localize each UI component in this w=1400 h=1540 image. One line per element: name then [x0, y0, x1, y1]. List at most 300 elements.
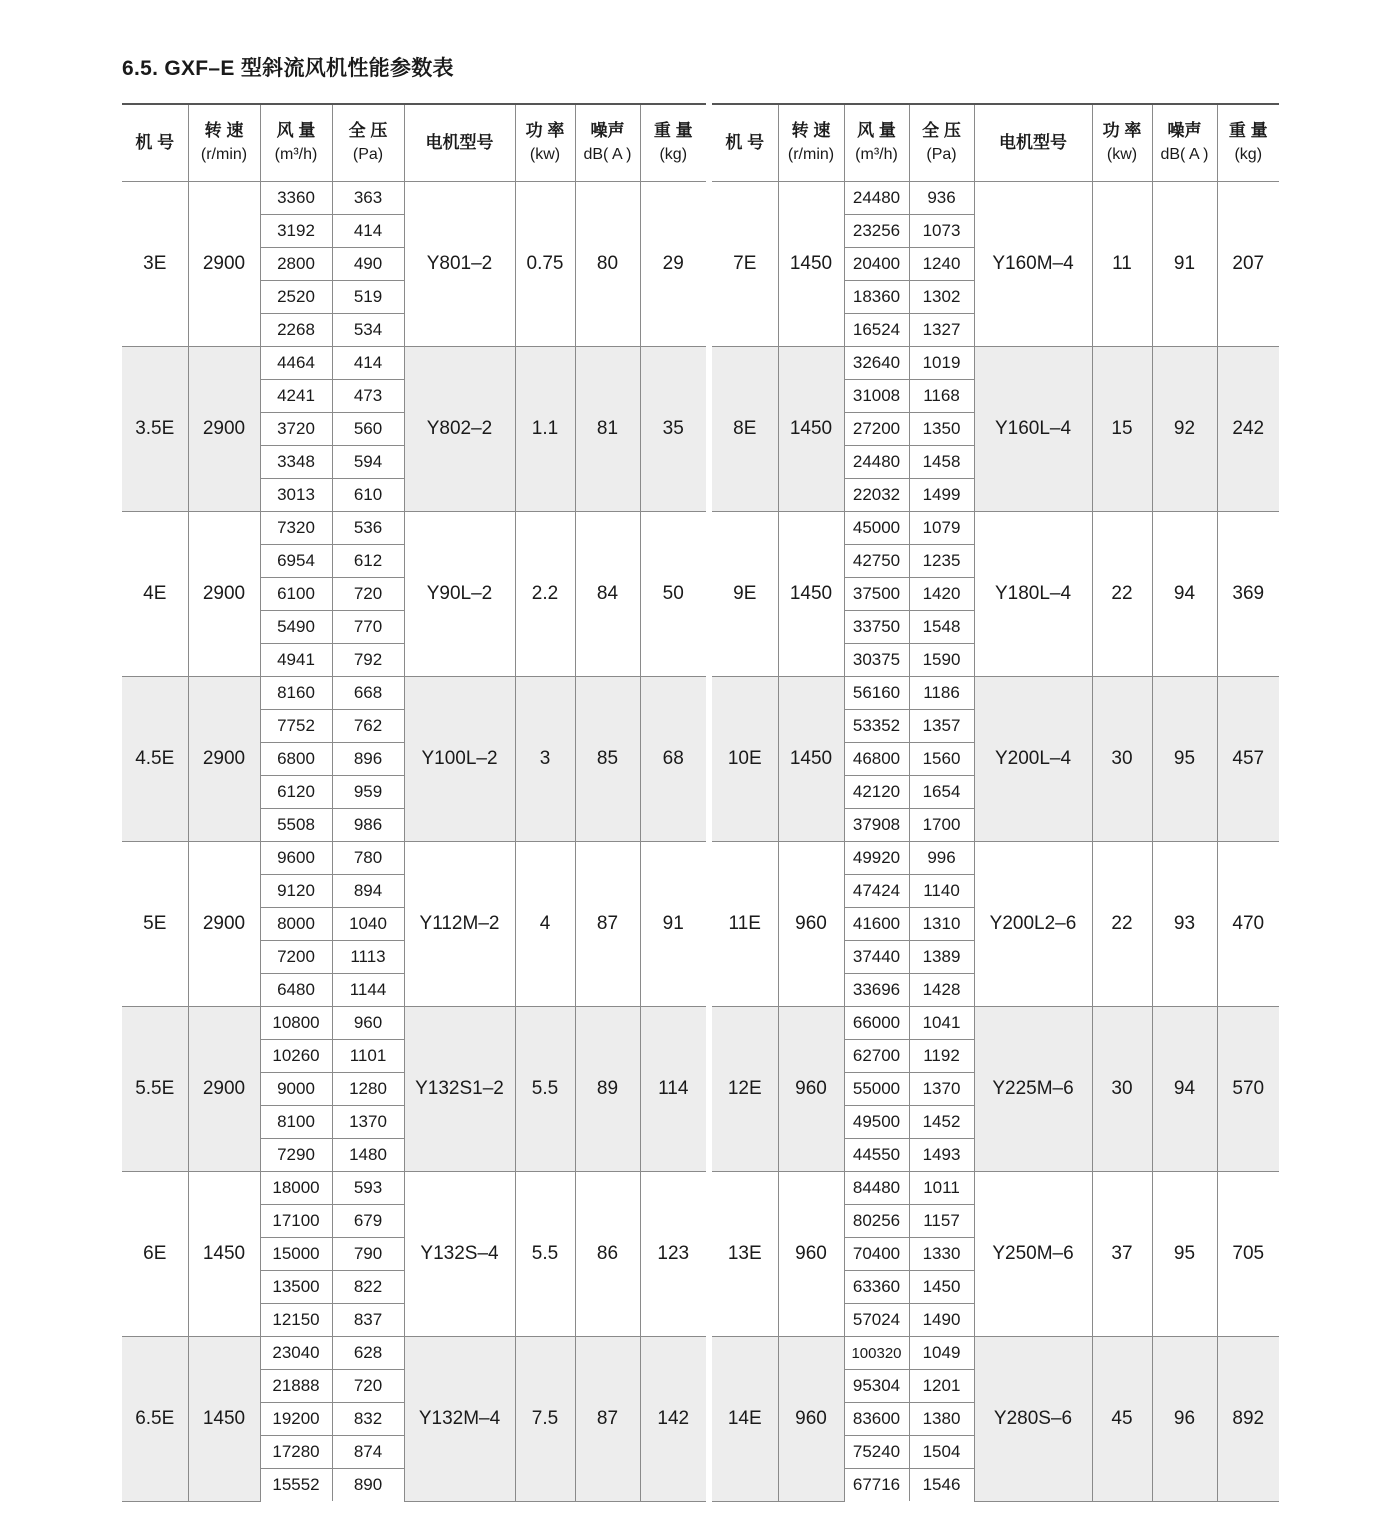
flow-cell: 4941 [260, 644, 332, 677]
noise-cell: 95 [1152, 1172, 1217, 1337]
pressure-cell: 1330 [909, 1238, 974, 1271]
flow-cell: 2268 [260, 314, 332, 347]
flow-cell: 32640 [844, 347, 909, 380]
header-flow-unit: (m³/h) [274, 146, 318, 163]
speed-cell: 960 [778, 1172, 844, 1337]
header-pressure-unit: (Pa) [926, 146, 957, 163]
flow-cell: 7752 [260, 710, 332, 743]
pressure-cell: 473 [332, 380, 404, 413]
header-pressure-label: 全 压 [348, 121, 388, 140]
motor-cell: Y200L–4 [974, 677, 1092, 842]
header-noise [1152, 105, 1217, 182]
weight-cell: 50 [640, 512, 706, 677]
header-row [122, 105, 706, 182]
flow-cell: 7290 [260, 1139, 332, 1172]
table-row [122, 347, 706, 380]
motor-cell: Y90L–2 [404, 512, 515, 677]
flow-cell: 24480 [844, 182, 909, 215]
flow-cell: 37440 [844, 941, 909, 974]
pressure-cell: 414 [332, 215, 404, 248]
header-speed-unit: (r/min) [787, 146, 835, 163]
noise-cell: 87 [575, 1337, 640, 1502]
weight-cell: 35 [640, 347, 706, 512]
model-group [712, 1337, 1279, 1502]
speed-cell: 960 [778, 1007, 844, 1172]
pressure-cell: 792 [332, 644, 404, 677]
weight-cell: 29 [640, 182, 706, 347]
pressure-cell: 1040 [332, 908, 404, 941]
pressure-cell: 560 [332, 413, 404, 446]
flow-cell: 46800 [844, 743, 909, 776]
pressure-cell: 1073 [909, 215, 974, 248]
motor-cell: Y100L–2 [404, 677, 515, 842]
pressure-cell: 780 [332, 842, 404, 875]
pressure-cell: 1144 [332, 974, 404, 1007]
flow-cell: 8100 [260, 1106, 332, 1139]
header-motor [404, 105, 515, 182]
flow-cell: 23040 [260, 1337, 332, 1370]
table-row [122, 1172, 706, 1205]
speed-cell: 1450 [778, 347, 844, 512]
motor-cell: Y132M–4 [404, 1337, 515, 1502]
flow-cell: 95304 [844, 1370, 909, 1403]
model-group [122, 182, 706, 347]
pressure-cell: 1011 [909, 1172, 974, 1205]
flow-cell: 37500 [844, 578, 909, 611]
speed-cell: 1450 [778, 677, 844, 842]
flow-cell: 56160 [844, 677, 909, 710]
pressure-cell: 1310 [909, 908, 974, 941]
weight-cell: 207 [1217, 182, 1279, 347]
flow-cell: 31008 [844, 380, 909, 413]
weight-cell: 457 [1217, 677, 1279, 842]
noise-cell: 94 [1152, 512, 1217, 677]
speed-cell: 2900 [188, 512, 260, 677]
performance-table [122, 103, 1279, 1496]
speed-cell: 2900 [188, 182, 260, 347]
pressure-cell: 1389 [909, 941, 974, 974]
model-group [122, 677, 706, 842]
weight-cell: 142 [640, 1337, 706, 1502]
table-header [122, 105, 706, 182]
noise-cell: 87 [575, 842, 640, 1007]
model-cell: 5E [122, 842, 188, 1007]
pressure-cell: 519 [332, 281, 404, 314]
header-noise-unit: dB( A ) [583, 146, 632, 163]
model-cell: 14E [712, 1337, 778, 1502]
model-group [122, 1337, 706, 1502]
flow-cell: 18360 [844, 281, 909, 314]
pressure-cell: 790 [332, 1238, 404, 1271]
flow-cell: 80256 [844, 1205, 909, 1238]
model-cell: 9E [712, 512, 778, 677]
flow-cell: 24480 [844, 446, 909, 479]
header-weight-unit: (kg) [1234, 146, 1263, 163]
flow-cell: 12150 [260, 1304, 332, 1337]
weight-cell: 114 [640, 1007, 706, 1172]
weight-cell: 242 [1217, 347, 1279, 512]
motor-cell: Y160L–4 [974, 347, 1092, 512]
flow-cell: 17280 [260, 1436, 332, 1469]
model-group [122, 512, 706, 677]
motor-cell: Y250M–6 [974, 1172, 1092, 1337]
header-speed-label: 转 速 [791, 121, 831, 140]
noise-cell: 94 [1152, 1007, 1217, 1172]
pressure-cell: 593 [332, 1172, 404, 1205]
table-row [122, 512, 706, 545]
pressure-cell: 1113 [332, 941, 404, 974]
pressure-cell: 1019 [909, 347, 974, 380]
flow-cell: 17100 [260, 1205, 332, 1238]
speed-cell: 1450 [188, 1172, 260, 1337]
flow-cell: 63360 [844, 1271, 909, 1304]
pressure-cell: 1420 [909, 578, 974, 611]
header-row [712, 105, 1279, 182]
right-table [712, 105, 1279, 1502]
model-cell: 3E [122, 182, 188, 347]
pressure-cell: 770 [332, 611, 404, 644]
pressure-cell: 414 [332, 347, 404, 380]
flow-cell: 8160 [260, 677, 332, 710]
speed-cell: 1450 [188, 1337, 260, 1502]
model-group [712, 1007, 1279, 1172]
model-cell: 6E [122, 1172, 188, 1337]
header-motor [974, 105, 1092, 182]
pressure-cell: 1357 [909, 710, 974, 743]
motor-cell: Y112M–2 [404, 842, 515, 1007]
pressure-cell: 720 [332, 578, 404, 611]
header-speed [188, 105, 260, 182]
pressure-cell: 1548 [909, 611, 974, 644]
header-motor-label: 电机型号 [999, 133, 1067, 152]
flow-cell: 3013 [260, 479, 332, 512]
pressure-cell: 762 [332, 710, 404, 743]
flow-cell: 27200 [844, 413, 909, 446]
model-group [712, 677, 1279, 842]
power-cell: 0.75 [515, 182, 575, 347]
header-flow [844, 105, 909, 182]
page-title: 6.5. GXF–E 型斜流风机性能参数表 [122, 57, 454, 80]
flow-cell: 100320 [844, 1337, 909, 1370]
header-weight [1217, 105, 1279, 182]
header-speed-label: 转 速 [204, 121, 244, 140]
model-group [712, 182, 1279, 347]
pressure-cell: 1450 [909, 1271, 974, 1304]
pressure-cell: 1302 [909, 281, 974, 314]
pressure-cell: 1327 [909, 314, 974, 347]
pressure-cell: 1235 [909, 545, 974, 578]
pressure-cell: 986 [332, 809, 404, 842]
pressure-cell: 1186 [909, 677, 974, 710]
weight-cell: 892 [1217, 1337, 1279, 1502]
speed-cell: 2900 [188, 842, 260, 1007]
power-cell: 30 [1092, 677, 1152, 842]
model-group [712, 347, 1279, 512]
flow-cell: 42120 [844, 776, 909, 809]
flow-cell: 75240 [844, 1436, 909, 1469]
weight-cell: 68 [640, 677, 706, 842]
table-row [712, 182, 1279, 215]
speed-cell: 2900 [188, 347, 260, 512]
power-cell: 5.5 [515, 1007, 575, 1172]
pressure-cell: 1490 [909, 1304, 974, 1337]
pressure-cell: 896 [332, 743, 404, 776]
pressure-cell: 837 [332, 1304, 404, 1337]
flow-cell: 3192 [260, 215, 332, 248]
flow-cell: 2520 [260, 281, 332, 314]
flow-cell: 9120 [260, 875, 332, 908]
table-row [122, 1007, 706, 1040]
header-pressure [332, 105, 404, 182]
flow-cell: 4241 [260, 380, 332, 413]
header-model-label: 机 号 [135, 133, 175, 152]
noise-cell: 84 [575, 512, 640, 677]
header-flow-label: 风 量 [276, 121, 316, 140]
pressure-cell: 534 [332, 314, 404, 347]
header-flow-unit: (m³/h) [855, 146, 898, 163]
flow-cell: 19200 [260, 1403, 332, 1436]
flow-cell: 53352 [844, 710, 909, 743]
power-cell: 15 [1092, 347, 1152, 512]
header-power [515, 105, 575, 182]
noise-cell: 96 [1152, 1337, 1217, 1502]
header-model-label: 机 号 [725, 133, 765, 152]
pressure-cell: 894 [332, 875, 404, 908]
power-cell: 11 [1092, 182, 1152, 347]
flow-cell: 49920 [844, 842, 909, 875]
weight-cell: 91 [640, 842, 706, 1007]
pressure-cell: 890 [332, 1469, 404, 1502]
motor-cell: Y200L2–6 [974, 842, 1092, 1007]
motor-cell: Y802–2 [404, 347, 515, 512]
pressure-cell: 1140 [909, 875, 974, 908]
model-cell: 5.5E [122, 1007, 188, 1172]
header-power-unit: (kw) [529, 146, 561, 163]
header-weight [640, 105, 706, 182]
model-cell: 11E [712, 842, 778, 1007]
flow-cell: 6100 [260, 578, 332, 611]
table-row [712, 677, 1279, 710]
flow-cell: 23256 [844, 215, 909, 248]
weight-cell: 369 [1217, 512, 1279, 677]
pressure-cell: 1350 [909, 413, 974, 446]
power-cell: 7.5 [515, 1337, 575, 1502]
flow-cell: 22032 [844, 479, 909, 512]
table-row [712, 842, 1279, 875]
header-weight-unit: (kg) [659, 146, 688, 163]
flow-cell: 44550 [844, 1139, 909, 1172]
motor-cell: Y160M–4 [974, 182, 1092, 347]
pressure-cell: 1560 [909, 743, 974, 776]
model-group [122, 347, 706, 512]
pressure-cell: 1428 [909, 974, 974, 1007]
pressure-cell: 959 [332, 776, 404, 809]
pressure-cell: 1480 [332, 1139, 404, 1172]
pressure-cell: 1041 [909, 1007, 974, 1040]
flow-cell: 6480 [260, 974, 332, 1007]
power-cell: 22 [1092, 512, 1152, 677]
flow-cell: 47424 [844, 875, 909, 908]
pressure-cell: 1079 [909, 512, 974, 545]
speed-cell: 2900 [188, 1007, 260, 1172]
flow-cell: 30375 [844, 644, 909, 677]
flow-cell: 70400 [844, 1238, 909, 1271]
motor-cell: Y280S–6 [974, 1337, 1092, 1502]
header-power-label: 功 率 [1102, 121, 1142, 140]
motor-cell: Y132S1–2 [404, 1007, 515, 1172]
weight-cell: 470 [1217, 842, 1279, 1007]
pressure-cell: 1452 [909, 1106, 974, 1139]
flow-cell: 21888 [260, 1370, 332, 1403]
motor-cell: Y132S–4 [404, 1172, 515, 1337]
model-cell: 3.5E [122, 347, 188, 512]
weight-cell: 123 [640, 1172, 706, 1337]
pressure-cell: 1493 [909, 1139, 974, 1172]
power-cell: 1.1 [515, 347, 575, 512]
header-model [712, 105, 778, 182]
model-group [712, 1172, 1279, 1337]
flow-cell: 55000 [844, 1073, 909, 1106]
flow-cell: 15000 [260, 1238, 332, 1271]
flow-cell: 10800 [260, 1007, 332, 1040]
pressure-cell: 996 [909, 842, 974, 875]
flow-cell: 7320 [260, 512, 332, 545]
flow-cell: 13500 [260, 1271, 332, 1304]
noise-cell: 92 [1152, 347, 1217, 512]
table-row [712, 512, 1279, 545]
flow-cell: 9600 [260, 842, 332, 875]
model-group [712, 842, 1279, 1007]
pressure-cell: 612 [332, 545, 404, 578]
left-table [122, 105, 706, 1502]
model-group [712, 512, 1279, 677]
pressure-cell: 668 [332, 677, 404, 710]
model-cell: 4.5E [122, 677, 188, 842]
pressure-cell: 594 [332, 446, 404, 479]
speed-cell: 960 [778, 1337, 844, 1502]
pressure-cell: 490 [332, 248, 404, 281]
header-noise-label: 噪声 [590, 121, 625, 140]
model-group [122, 1007, 706, 1172]
table-header [712, 105, 1279, 182]
flow-cell: 5490 [260, 611, 332, 644]
pressure-cell: 1157 [909, 1205, 974, 1238]
flow-cell: 83600 [844, 1403, 909, 1436]
power-cell: 2.2 [515, 512, 575, 677]
motor-cell: Y225M–6 [974, 1007, 1092, 1172]
pressure-cell: 1370 [909, 1073, 974, 1106]
flow-cell: 3360 [260, 182, 332, 215]
pressure-cell: 1201 [909, 1370, 974, 1403]
flow-cell: 84480 [844, 1172, 909, 1205]
pressure-cell: 1700 [909, 809, 974, 842]
header-weight-label: 重 量 [653, 121, 693, 140]
table-row [712, 1007, 1279, 1040]
noise-cell: 85 [575, 677, 640, 842]
model-cell: 10E [712, 677, 778, 842]
noise-cell: 80 [575, 182, 640, 347]
motor-cell: Y180L–4 [974, 512, 1092, 677]
pressure-cell: 1590 [909, 644, 974, 677]
weight-cell: 570 [1217, 1007, 1279, 1172]
model-cell: 8E [712, 347, 778, 512]
noise-cell: 91 [1152, 182, 1217, 347]
model-group [122, 1172, 706, 1337]
noise-cell: 89 [575, 1007, 640, 1172]
header-power-label: 功 率 [525, 121, 565, 140]
flow-cell: 3348 [260, 446, 332, 479]
pressure-cell: 720 [332, 1370, 404, 1403]
table-left-half [122, 103, 706, 1496]
table-row [712, 1337, 1279, 1370]
power-cell: 37 [1092, 1172, 1152, 1337]
flow-cell: 6800 [260, 743, 332, 776]
pressure-cell: 1499 [909, 479, 974, 512]
flow-cell: 67716 [844, 1469, 909, 1502]
flow-cell: 18000 [260, 1172, 332, 1205]
pressure-cell: 628 [332, 1337, 404, 1370]
flow-cell: 3720 [260, 413, 332, 446]
table-row [122, 182, 706, 215]
pressure-cell: 1546 [909, 1469, 974, 1502]
pressure-cell: 832 [332, 1403, 404, 1436]
flow-cell: 62700 [844, 1040, 909, 1073]
flow-cell: 8000 [260, 908, 332, 941]
pressure-cell: 1049 [909, 1337, 974, 1370]
header-flow-label: 风 量 [857, 121, 896, 140]
header-weight-label: 重 量 [1228, 121, 1268, 140]
noise-cell: 81 [575, 347, 640, 512]
power-cell: 30 [1092, 1007, 1152, 1172]
noise-cell: 93 [1152, 842, 1217, 1007]
power-cell: 45 [1092, 1337, 1152, 1502]
speed-cell: 960 [778, 842, 844, 1007]
pressure-cell: 1280 [332, 1073, 404, 1106]
pressure-cell: 1101 [332, 1040, 404, 1073]
speed-cell: 1450 [778, 182, 844, 347]
model-cell: 12E [712, 1007, 778, 1172]
header-power [1092, 105, 1152, 182]
header-noise-label: 噪声 [1167, 121, 1202, 140]
flow-cell: 6120 [260, 776, 332, 809]
pressure-cell: 822 [332, 1271, 404, 1304]
pressure-cell: 1168 [909, 380, 974, 413]
weight-cell: 705 [1217, 1172, 1279, 1337]
flow-cell: 6954 [260, 545, 332, 578]
flow-cell: 10260 [260, 1040, 332, 1073]
pressure-cell: 874 [332, 1436, 404, 1469]
noise-cell: 95 [1152, 677, 1217, 842]
model-cell: 6.5E [122, 1337, 188, 1502]
flow-cell: 49500 [844, 1106, 909, 1139]
pressure-cell: 936 [909, 182, 974, 215]
table-row [122, 842, 706, 875]
pressure-cell: 1370 [332, 1106, 404, 1139]
header-model [122, 105, 188, 182]
flow-cell: 15552 [260, 1469, 332, 1502]
model-group [122, 842, 706, 1007]
table-row [712, 1172, 1279, 1205]
pressure-cell: 363 [332, 182, 404, 215]
flow-cell: 57024 [844, 1304, 909, 1337]
header-speed [778, 105, 844, 182]
flow-cell: 66000 [844, 1007, 909, 1040]
power-cell: 5.5 [515, 1172, 575, 1337]
flow-cell: 5508 [260, 809, 332, 842]
header-noise-unit: dB( A ) [1160, 146, 1209, 163]
flow-cell: 41600 [844, 908, 909, 941]
header-pressure [909, 105, 974, 182]
